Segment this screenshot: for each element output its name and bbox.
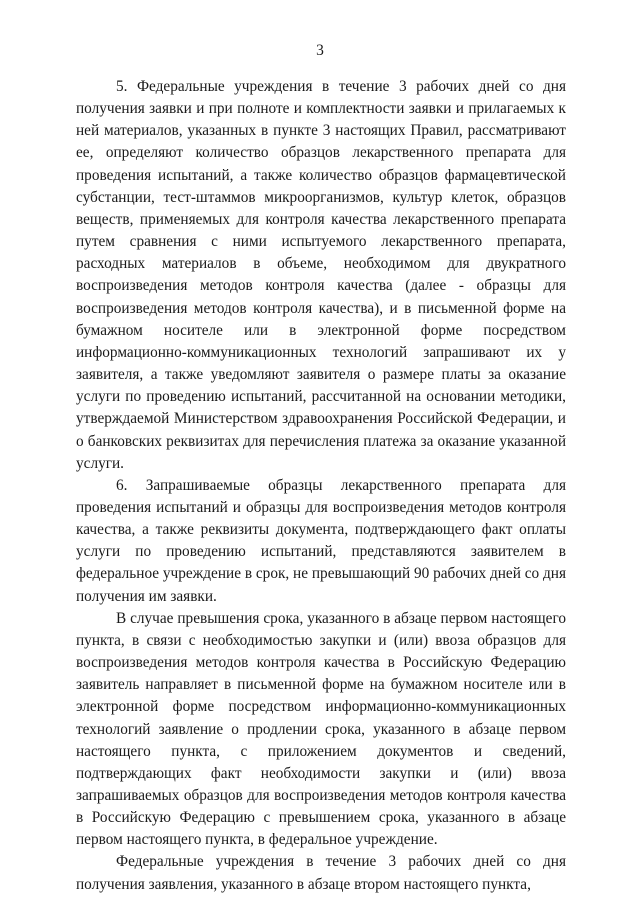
document-body <box>76 76 566 896</box>
paragraph-6-review: Федеральные учреждения в течение 3 рабочих дней со дня получения заявления, указанного в абзаце втором настоящего пункта, <box>76 853 566 893</box>
paragraph-6: 6. Запрашиваемые образцы лекарственного препарата для проведения испытаний и образцы для воспроизведения методов контроля качества, а также реквизиты документа, подтверждающего факт оплаты услуги по проведению испытаний, представляются заявителем в федеральное учреждение в срок, не превышающий 90 рабочих дней со дня получения им заявки. <box>76 476 566 605</box>
paragraph-6-deadline-extension: В случае превышения срока, указанного в абзаце первом настоящего пункта, в связи с необходимостью закупки и (или) ввоза образцов для воспроизведения методов контроля качества в Российскую Федерацию заявитель направляет в письменной форме на бумажном носителе или в электронной форме посредством информационно-коммуникационных технологий заявление о продлении срока, указанного в абзаце первом настоящего пункта, с приложением документов и сведений, подтверждающих факт необходимости закупки и (или) ввоза запрашиваемых образцов для воспроизведения методов контроля качества в Российскую Федерацию с превышением срока, указанного в абзаце первом настоящего пункта, в федеральное учреждение. <box>76 609 566 849</box>
paragraph-5: 5. Федеральные учреждения в течение 3 рабочих дней со дня получения заявки и при полноте и комплектности заявки и прилагаемых к ней материалов, указанных в пункте 3 настоящих Правил, рассматривают ее, определяют количество образцов лекарственного препарата для проведения испытаний, а также количество образцов фармацевтической субстанции, тест-штаммов микроорганизмов, культур клеток, образцов веществ, применяемых для контроля качества лекарственного препарата путем сравнения с ними испытуемого лекарственного препарата, расходных материалов в объеме, необходимом для двукратного воспроизведения методов контроля качества (далее - образцы для воспроизведения методов контроля качества), и в письменной форме на бумажном носителе или в электронной форме посредством информационно-коммуникационных технологий запрашивают их у заявителя, а также уведомляют заявителя о размере платы за оказание услуги по проведению испытаний, рассчитанной на основании методики, утверждаемой Министерством здравоохранения Российской Федерации, и о банковских реквизитах для перечисления платежа за оказание указанной услуги. <box>76 78 566 472</box>
page-number: 3 <box>316 42 324 59</box>
